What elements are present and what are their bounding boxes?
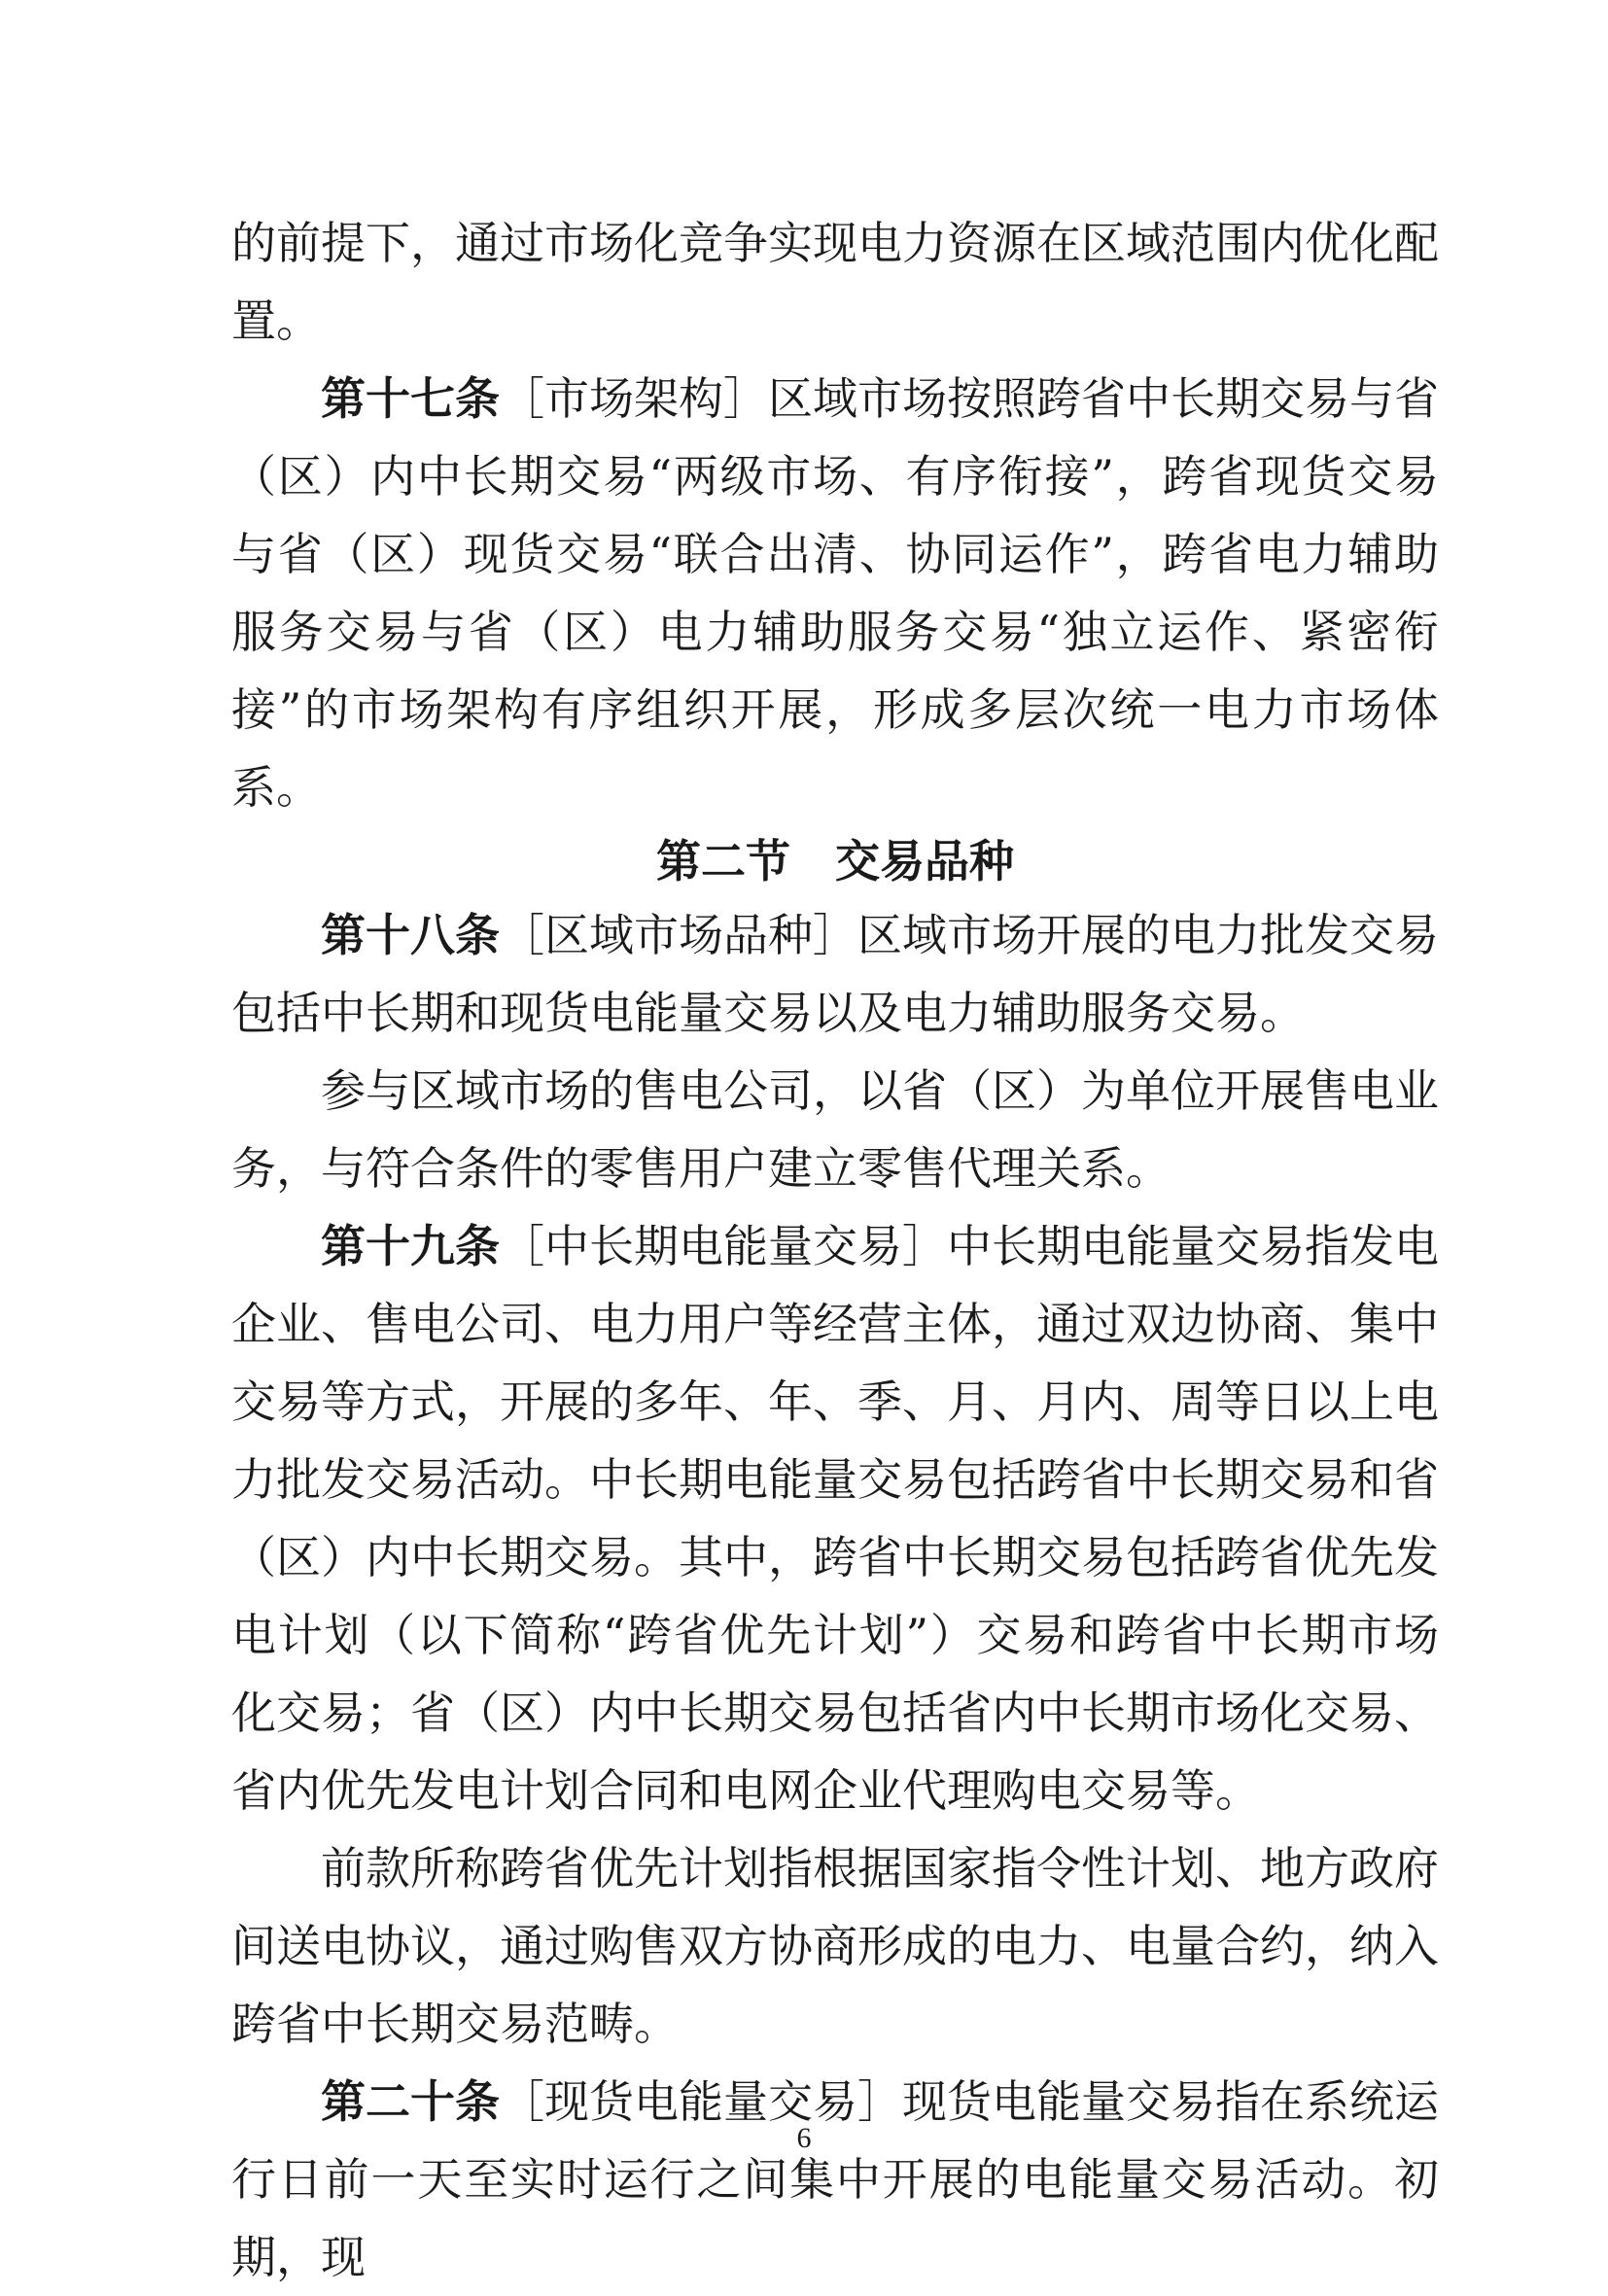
priority-plan-paragraph: 前款所称跨省优先计划指根据国家指令性计划、地方政府间送电协议，通过购售双方协商形成的电力、电量合约，纳入跨省中长期交易范畴。 — [231, 1842, 1439, 2050]
article-18-text: 区域市场开展的电力批发交易包括中长期和现货电能量交易以及电力辅助服务交易。 — [231, 909, 1439, 1039]
article-20-tag: ［现货电能量交易］ — [500, 2075, 902, 2128]
article-17-heading: 第十七条 — [321, 372, 500, 425]
article-17 — [231, 360, 1439, 826]
article-18-heading: 第十八条 — [321, 909, 500, 961]
page-body — [231, 204, 1439, 2296]
article-20-heading: 第二十条 — [321, 2075, 500, 2128]
article-19-heading: 第十九条 — [321, 1220, 500, 1272]
article-18 — [231, 896, 1439, 1052]
article-20 — [231, 2063, 1439, 2296]
article-19 — [231, 1207, 1439, 1829]
article-19-text: 中长期电能量交易指发电企业、售电公司、电力用户等经营主体，通过双边协商、集中交易等方式，开展的多年、年、季、月、月内、周等日以上电力批发交易活动。中长期电能量交易包括跨省中长期交易和省（区）内中长期交易。其中，跨省中长期交易包括跨省优先发电计划（以下简称“跨省优先计划”）交易和跨省中长期市场化交易；省（区）内中长期交易包括省内中长期市场化交易、省内优先发电计划合同和电网企业代理购电交易等。 — [231, 1220, 1439, 1817]
retail-paragraph: 参与区域市场的售电公司，以省（区）为单位开展售电业务，与符合条件的零售用户建立零售代理关系。 — [231, 1064, 1439, 1195]
article-17-tag: ［市场架构］ — [500, 372, 768, 425]
section-title: 第二节 交易品种 — [656, 835, 1014, 887]
article-18-tag: ［区域市场品种］ — [500, 909, 857, 961]
article-19-tag: ［中长期电能量交易］ — [500, 1220, 947, 1272]
continuation-paragraph: 的前提下，通过市场化竞争实现电力资源在区域范围内优化配置。 — [231, 217, 1439, 347]
article-17-text: 区域市场按照跨省中长期交易与省（区）内中长期交易“两级市场、有序衔接”，跨省现货交易与省（区）现货交易“联合出清、协同运作”，跨省电力辅助服务交易与省（区）电力辅助服务交易“独立运作、紧密衔接”的市场架构有序组织开展，形成多层次统一电力市场体系。 — [231, 372, 1439, 814]
page-number: 6 — [796, 2122, 812, 2154]
article-20-text: 现货电能量交易指在系统运行日前一天至实时运行之间集中开展的电能量交易活动。初期，现 — [231, 2075, 1439, 2283]
